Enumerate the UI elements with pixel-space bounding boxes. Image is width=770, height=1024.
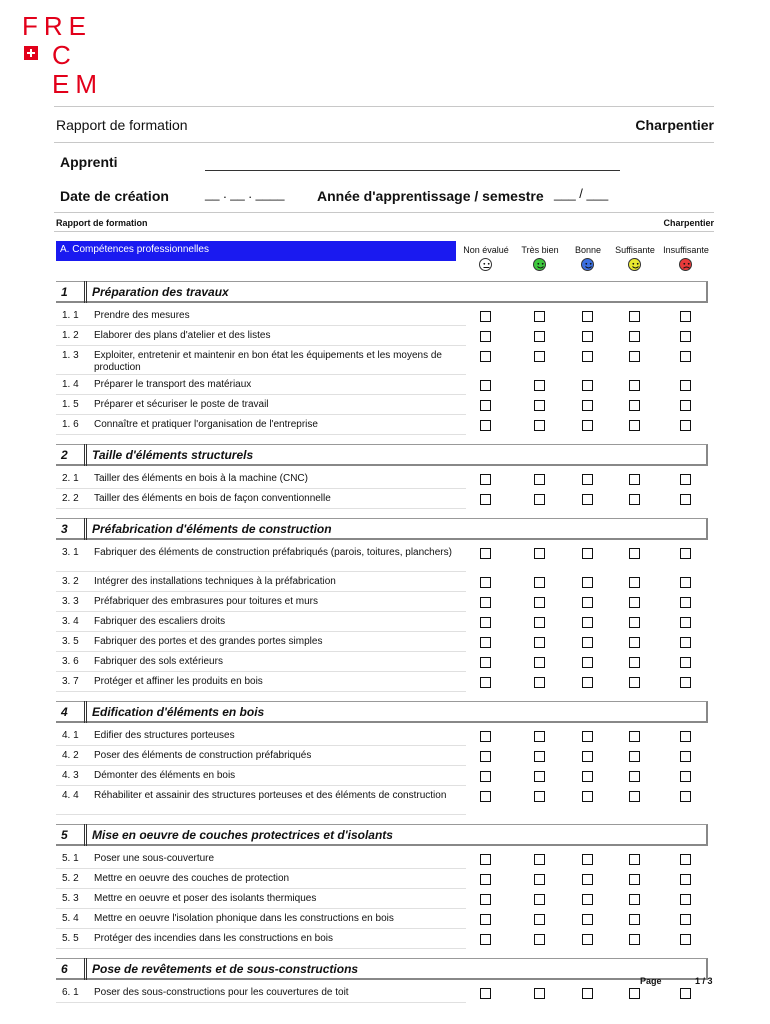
- rating-checkbox[interactable]: [680, 791, 691, 802]
- rating-checkbox[interactable]: [480, 380, 491, 391]
- rating-checkbox[interactable]: [629, 380, 640, 391]
- rating-checkbox[interactable]: [534, 771, 545, 782]
- item-code: 4. 3: [62, 770, 79, 781]
- rating-column-header: Insuffisante: [663, 245, 709, 255]
- item-code: 5. 1: [62, 853, 79, 864]
- group-number: 5: [61, 828, 68, 842]
- group-separator: [84, 281, 87, 303]
- table-row: [56, 790, 708, 819]
- group-number: 2: [61, 448, 68, 462]
- item-text: Mettre en oeuvre des couches de protection: [94, 873, 290, 884]
- item-code: 1. 1: [62, 310, 79, 321]
- rating-smiley-icon: [581, 258, 594, 271]
- item-code: 3. 1: [62, 547, 79, 558]
- annee-label: Année d'apprentissage / semestre: [317, 188, 544, 204]
- rating-column-header: Très bien: [521, 245, 559, 255]
- rating-checkbox[interactable]: [480, 548, 491, 559]
- group-title: Mise en oeuvre de couches protectrices et d'isolants: [92, 828, 393, 842]
- item-text: Connaître et pratiquer l'organisation de l'entreprise: [94, 419, 318, 430]
- rating-checkbox[interactable]: [680, 617, 691, 628]
- rating-checkbox[interactable]: [629, 657, 640, 668]
- rating-checkbox[interactable]: [582, 351, 593, 362]
- group-separator: [84, 824, 87, 846]
- rating-checkbox[interactable]: [534, 657, 545, 668]
- item-code: 5. 3: [62, 893, 79, 904]
- item-code: 1. 5: [62, 399, 79, 410]
- row-rule: [56, 394, 466, 395]
- rating-checkbox[interactable]: [629, 751, 640, 762]
- rating-checkbox[interactable]: [629, 331, 640, 342]
- rating-smiley-icon: [628, 258, 641, 271]
- table-row: [56, 493, 708, 513]
- rating-checkbox[interactable]: [534, 731, 545, 742]
- item-text: Mettre en oeuvre et poser des isolants thermiques: [94, 893, 317, 904]
- rating-checkbox[interactable]: [629, 988, 640, 999]
- rating-checkbox[interactable]: [582, 311, 593, 322]
- item-text: Réhabiliter et assainir des structures porteuses et des éléments de construction: [94, 790, 447, 801]
- rating-checkbox[interactable]: [480, 657, 491, 668]
- table-row: [56, 853, 708, 873]
- item-code: 3. 2: [62, 576, 79, 587]
- rating-checkbox[interactable]: [582, 637, 593, 648]
- rating-checkbox[interactable]: [582, 914, 593, 925]
- rating-checkbox[interactable]: [534, 577, 545, 588]
- apprenti-label: Apprenti: [60, 154, 118, 170]
- rating-checkbox[interactable]: [680, 494, 691, 505]
- rating-column-header: Non évalué: [463, 245, 509, 255]
- table-row: [56, 379, 708, 399]
- rating-checkbox[interactable]: [582, 331, 593, 342]
- item-code: 5. 4: [62, 913, 79, 924]
- divider: [54, 106, 714, 107]
- rating-checkbox[interactable]: [480, 771, 491, 782]
- page-label: Page: [640, 976, 662, 986]
- rating-checkbox[interactable]: [680, 380, 691, 391]
- rating-checkbox[interactable]: [680, 934, 691, 945]
- rating-checkbox[interactable]: [582, 617, 593, 628]
- rating-checkbox[interactable]: [582, 874, 593, 885]
- rating-checkbox[interactable]: [534, 791, 545, 802]
- item-text: Poser des sous-constructions pour les couvertures de toit: [94, 987, 349, 998]
- item-text: Intégrer des installations techniques à la préfabrication: [94, 576, 336, 587]
- rating-checkbox[interactable]: [629, 548, 640, 559]
- subheader-right: Charpentier: [663, 218, 714, 228]
- rating-checkbox[interactable]: [480, 474, 491, 485]
- table-row: [56, 730, 708, 750]
- rating-checkbox[interactable]: [534, 617, 545, 628]
- table-row: [56, 873, 708, 893]
- table-row: [56, 913, 708, 933]
- rating-checkbox[interactable]: [582, 494, 593, 505]
- item-text: Fabriquer des sols extérieurs: [94, 656, 223, 667]
- rating-checkbox[interactable]: [480, 331, 491, 342]
- rating-checkbox[interactable]: [629, 731, 640, 742]
- rating-checkbox[interactable]: [582, 751, 593, 762]
- group-separator: [84, 518, 87, 540]
- page-number: 1 / 3: [695, 976, 713, 986]
- item-text: Mettre en oeuvre l'isolation phonique dans les constructions en bois: [94, 913, 394, 924]
- item-text: Préparer et sécuriser le poste de travail: [94, 399, 269, 410]
- rating-checkbox[interactable]: [680, 751, 691, 762]
- rating-checkbox[interactable]: [534, 311, 545, 322]
- item-code: 2. 1: [62, 473, 79, 484]
- row-rule: [56, 611, 466, 612]
- item-text: Exploiter, entretenir et maintenir en bon état les équipements et les moyens de production: [94, 350, 442, 373]
- rating-checkbox[interactable]: [480, 637, 491, 648]
- table-row: [56, 576, 708, 596]
- row-rule: [56, 868, 466, 869]
- rating-checkbox[interactable]: [582, 548, 593, 559]
- table-row: [56, 636, 708, 656]
- rating-checkbox[interactable]: [680, 400, 691, 411]
- row-rule: [56, 414, 466, 415]
- divider: [54, 142, 714, 143]
- rating-checkbox[interactable]: [629, 914, 640, 925]
- row-rule: [56, 928, 466, 929]
- annee-field[interactable]: ___ / ___: [554, 186, 609, 201]
- group-title: Taille d'éléments structurels: [92, 448, 254, 462]
- rating-checkbox[interactable]: [480, 751, 491, 762]
- rating-checkbox[interactable]: [680, 311, 691, 322]
- group-header: [56, 444, 708, 466]
- swiss-cross-icon: [24, 46, 38, 60]
- rating-checkbox[interactable]: [534, 400, 545, 411]
- item-code: 1. 4: [62, 379, 79, 390]
- rating-checkbox[interactable]: [680, 731, 691, 742]
- rating-checkbox[interactable]: [680, 351, 691, 362]
- rating-checkbox[interactable]: [629, 894, 640, 905]
- rating-checkbox[interactable]: [629, 577, 640, 588]
- item-text: Poser des éléments de construction préfabriqués: [94, 750, 312, 761]
- rating-checkbox[interactable]: [534, 420, 545, 431]
- rating-checkbox[interactable]: [534, 677, 545, 688]
- row-rule: [56, 651, 466, 652]
- row-rule: [56, 908, 466, 909]
- row-rule: [56, 591, 466, 592]
- rating-checkbox[interactable]: [582, 894, 593, 905]
- group-title: Préfabrication d'éléments de construction: [92, 522, 332, 536]
- item-code: 3. 7: [62, 676, 79, 687]
- rating-checkbox[interactable]: [534, 988, 545, 999]
- rating-checkbox[interactable]: [534, 854, 545, 865]
- item-code: 1. 3: [62, 350, 79, 361]
- table-row: [56, 616, 708, 636]
- item-text: Démonter des éléments en bois: [94, 770, 236, 781]
- rating-checkbox[interactable]: [629, 474, 640, 485]
- rating-checkbox[interactable]: [629, 854, 640, 865]
- group-title: Edification d'éléments en bois: [92, 705, 265, 719]
- item-code: 3. 3: [62, 596, 79, 607]
- rating-checkbox[interactable]: [680, 771, 691, 782]
- rating-checkbox[interactable]: [582, 380, 593, 391]
- item-code: 5. 2: [62, 873, 79, 884]
- item-text: Fabriquer des escaliers droits: [94, 616, 226, 627]
- rating-checkbox[interactable]: [534, 548, 545, 559]
- rating-checkbox[interactable]: [480, 874, 491, 885]
- row-rule: [56, 671, 466, 672]
- rating-checkbox[interactable]: [582, 791, 593, 802]
- row-rule: [56, 488, 466, 489]
- item-text: Fabriquer des portes et des grandes portes simples: [94, 636, 323, 647]
- rating-checkbox[interactable]: [629, 637, 640, 648]
- item-text: Tailler des éléments en bois à la machine (CNC): [94, 473, 308, 484]
- item-text: Prendre des mesures: [94, 310, 190, 321]
- rating-checkbox[interactable]: [629, 351, 640, 362]
- item-text: Poser une sous-couverture: [94, 853, 215, 864]
- section-a-header: A. Compétences professionnelles: [56, 241, 456, 261]
- item-text: Elaborer des plans d'atelier et des listes: [94, 330, 271, 341]
- table-row: [56, 596, 708, 616]
- table-row: [56, 547, 708, 576]
- rating-checkbox[interactable]: [582, 597, 593, 608]
- group-title: Préparation des travaux: [92, 285, 229, 299]
- rating-checkbox[interactable]: [480, 914, 491, 925]
- rating-checkbox[interactable]: [629, 597, 640, 608]
- rating-checkbox[interactable]: [480, 351, 491, 362]
- item-text: Protéger des incendies dans les constructions en bois: [94, 933, 334, 944]
- date-label: Date de création: [60, 188, 169, 204]
- rating-checkbox[interactable]: [680, 577, 691, 588]
- rating-checkbox[interactable]: [680, 331, 691, 342]
- rating-checkbox[interactable]: [629, 494, 640, 505]
- rating-checkbox[interactable]: [480, 494, 491, 505]
- table-row: [56, 770, 708, 790]
- row-rule: [56, 745, 466, 746]
- logo-line-1: FRE: [22, 11, 92, 41]
- row-rule: [56, 325, 466, 326]
- group-separator: [84, 958, 87, 980]
- group-header: [56, 958, 708, 980]
- rating-checkbox[interactable]: [629, 874, 640, 885]
- row-rule: [56, 631, 466, 632]
- table-row: [56, 893, 708, 913]
- row-rule: [56, 814, 466, 815]
- rating-checkbox[interactable]: [582, 934, 593, 945]
- item-text: Préfabriquer des embrasures pour toitures et murs: [94, 596, 318, 607]
- divider: [54, 231, 714, 232]
- group-header: [56, 518, 708, 540]
- item-code: 4. 4: [62, 790, 79, 801]
- rating-checkbox[interactable]: [534, 934, 545, 945]
- rating-checkbox[interactable]: [480, 791, 491, 802]
- group-number: 6: [61, 962, 68, 976]
- row-rule: [56, 1002, 466, 1003]
- group-number: 3: [61, 522, 68, 536]
- item-code: 1. 6: [62, 419, 79, 430]
- item-code: 4. 1: [62, 730, 79, 741]
- group-title: Pose de revêtements et de sous-constructions: [92, 962, 359, 976]
- item-code: 4. 2: [62, 750, 79, 761]
- date-field[interactable]: __ . __ . ____: [205, 186, 285, 201]
- item-text: Tailler des éléments en bois de façon conventionnelle: [94, 493, 331, 504]
- rating-checkbox[interactable]: [680, 474, 691, 485]
- rating-checkbox[interactable]: [680, 420, 691, 431]
- group-separator: [84, 444, 87, 466]
- table-row: [56, 350, 708, 379]
- rating-checkbox[interactable]: [582, 771, 593, 782]
- logo-line-3: EM: [52, 69, 103, 99]
- rating-checkbox[interactable]: [582, 854, 593, 865]
- rating-checkbox[interactable]: [582, 731, 593, 742]
- rating-checkbox[interactable]: [480, 677, 491, 688]
- item-code: 5. 5: [62, 933, 79, 944]
- rating-checkbox[interactable]: [680, 597, 691, 608]
- rating-column-header: Bonne: [574, 245, 602, 255]
- item-code: 2. 2: [62, 493, 79, 504]
- table-row: [56, 473, 708, 493]
- rating-checkbox[interactable]: [582, 400, 593, 411]
- rating-checkbox[interactable]: [629, 934, 640, 945]
- rating-checkbox[interactable]: [480, 988, 491, 999]
- table-row: [56, 676, 708, 696]
- rating-checkbox[interactable]: [534, 494, 545, 505]
- rating-checkbox[interactable]: [629, 311, 640, 322]
- rating-checkbox[interactable]: [534, 380, 545, 391]
- table-row: [56, 656, 708, 676]
- rating-checkbox[interactable]: [680, 894, 691, 905]
- item-code: 1. 2: [62, 330, 79, 341]
- report-title: Rapport de formation: [56, 117, 188, 133]
- rating-checkbox[interactable]: [534, 351, 545, 362]
- rating-checkbox[interactable]: [680, 988, 691, 999]
- row-rule: [56, 888, 466, 889]
- row-rule: [56, 765, 466, 766]
- table-row: [56, 750, 708, 770]
- item-text: Edifier des structures porteuses: [94, 730, 235, 741]
- rating-checkbox[interactable]: [629, 677, 640, 688]
- row-rule: [56, 374, 466, 375]
- item-code: 3. 5: [62, 636, 79, 647]
- rating-checkbox[interactable]: [480, 597, 491, 608]
- row-rule: [56, 691, 466, 692]
- group-header: [56, 701, 708, 723]
- apprenti-field[interactable]: [205, 170, 620, 171]
- table-row: [56, 330, 708, 350]
- rating-checkbox[interactable]: [680, 854, 691, 865]
- group-header: [56, 824, 708, 846]
- rating-checkbox[interactable]: [480, 894, 491, 905]
- rating-checkbox[interactable]: [680, 677, 691, 688]
- logo-line-2: C: [52, 40, 77, 70]
- rating-checkbox[interactable]: [534, 474, 545, 485]
- rating-smiley-icon: [679, 258, 692, 271]
- rating-checkbox[interactable]: [680, 548, 691, 559]
- rating-checkbox[interactable]: [480, 854, 491, 865]
- rating-checkbox[interactable]: [582, 474, 593, 485]
- rating-checkbox[interactable]: [629, 617, 640, 628]
- row-rule: [56, 785, 466, 786]
- rating-checkbox[interactable]: [480, 731, 491, 742]
- item-code: 3. 6: [62, 656, 79, 667]
- divider: [54, 212, 714, 213]
- rating-checkbox[interactable]: [480, 617, 491, 628]
- rating-checkbox[interactable]: [480, 420, 491, 431]
- rating-smiley-icon: [479, 258, 492, 271]
- table-row: [56, 987, 708, 1007]
- rating-checkbox[interactable]: [534, 597, 545, 608]
- item-code: 6. 1: [62, 987, 79, 998]
- rating-checkbox[interactable]: [480, 400, 491, 411]
- rating-checkbox[interactable]: [582, 988, 593, 999]
- row-rule: [56, 434, 466, 435]
- rating-checkbox[interactable]: [480, 311, 491, 322]
- row-rule: [56, 948, 466, 949]
- item-text: Préparer le transport des matériaux: [94, 379, 252, 390]
- group-header: [56, 281, 708, 303]
- table-row: [56, 419, 708, 439]
- rating-checkbox[interactable]: [534, 894, 545, 905]
- rating-checkbox[interactable]: [534, 914, 545, 925]
- rating-checkbox[interactable]: [534, 331, 545, 342]
- row-rule: [56, 571, 466, 572]
- row-rule: [56, 508, 466, 509]
- rating-checkbox[interactable]: [629, 791, 640, 802]
- item-code: 3. 4: [62, 616, 79, 627]
- rating-checkbox[interactable]: [680, 914, 691, 925]
- rating-smiley-icon: [533, 258, 546, 271]
- rating-checkbox[interactable]: [680, 874, 691, 885]
- rating-checkbox[interactable]: [480, 577, 491, 588]
- table-row: [56, 399, 708, 419]
- table-row: [56, 933, 708, 953]
- rating-checkbox[interactable]: [582, 420, 593, 431]
- rating-checkbox[interactable]: [582, 577, 593, 588]
- row-rule: [56, 345, 466, 346]
- group-separator: [84, 701, 87, 723]
- subheader-left: Rapport de formation: [56, 218, 148, 228]
- rating-checkbox[interactable]: [534, 751, 545, 762]
- rating-checkbox[interactable]: [629, 420, 640, 431]
- rating-column-header: Suffisante: [615, 245, 655, 255]
- rating-checkbox[interactable]: [680, 657, 691, 668]
- rating-checkbox[interactable]: [534, 874, 545, 885]
- item-text: Fabriquer des éléments de construction préfabriqués (parois, toitures, planchers): [94, 547, 452, 558]
- rating-checkbox[interactable]: [582, 657, 593, 668]
- rating-checkbox[interactable]: [629, 771, 640, 782]
- rating-checkbox[interactable]: [480, 934, 491, 945]
- rating-checkbox[interactable]: [680, 637, 691, 648]
- table-row: [56, 310, 708, 330]
- group-number: 1: [61, 285, 68, 299]
- profession-title: Charpentier: [635, 117, 714, 133]
- item-text: Protéger et affiner les produits en bois: [94, 676, 263, 687]
- group-number: 4: [61, 705, 68, 719]
- rating-checkbox[interactable]: [534, 637, 545, 648]
- rating-checkbox[interactable]: [629, 400, 640, 411]
- rating-checkbox[interactable]: [582, 677, 593, 688]
